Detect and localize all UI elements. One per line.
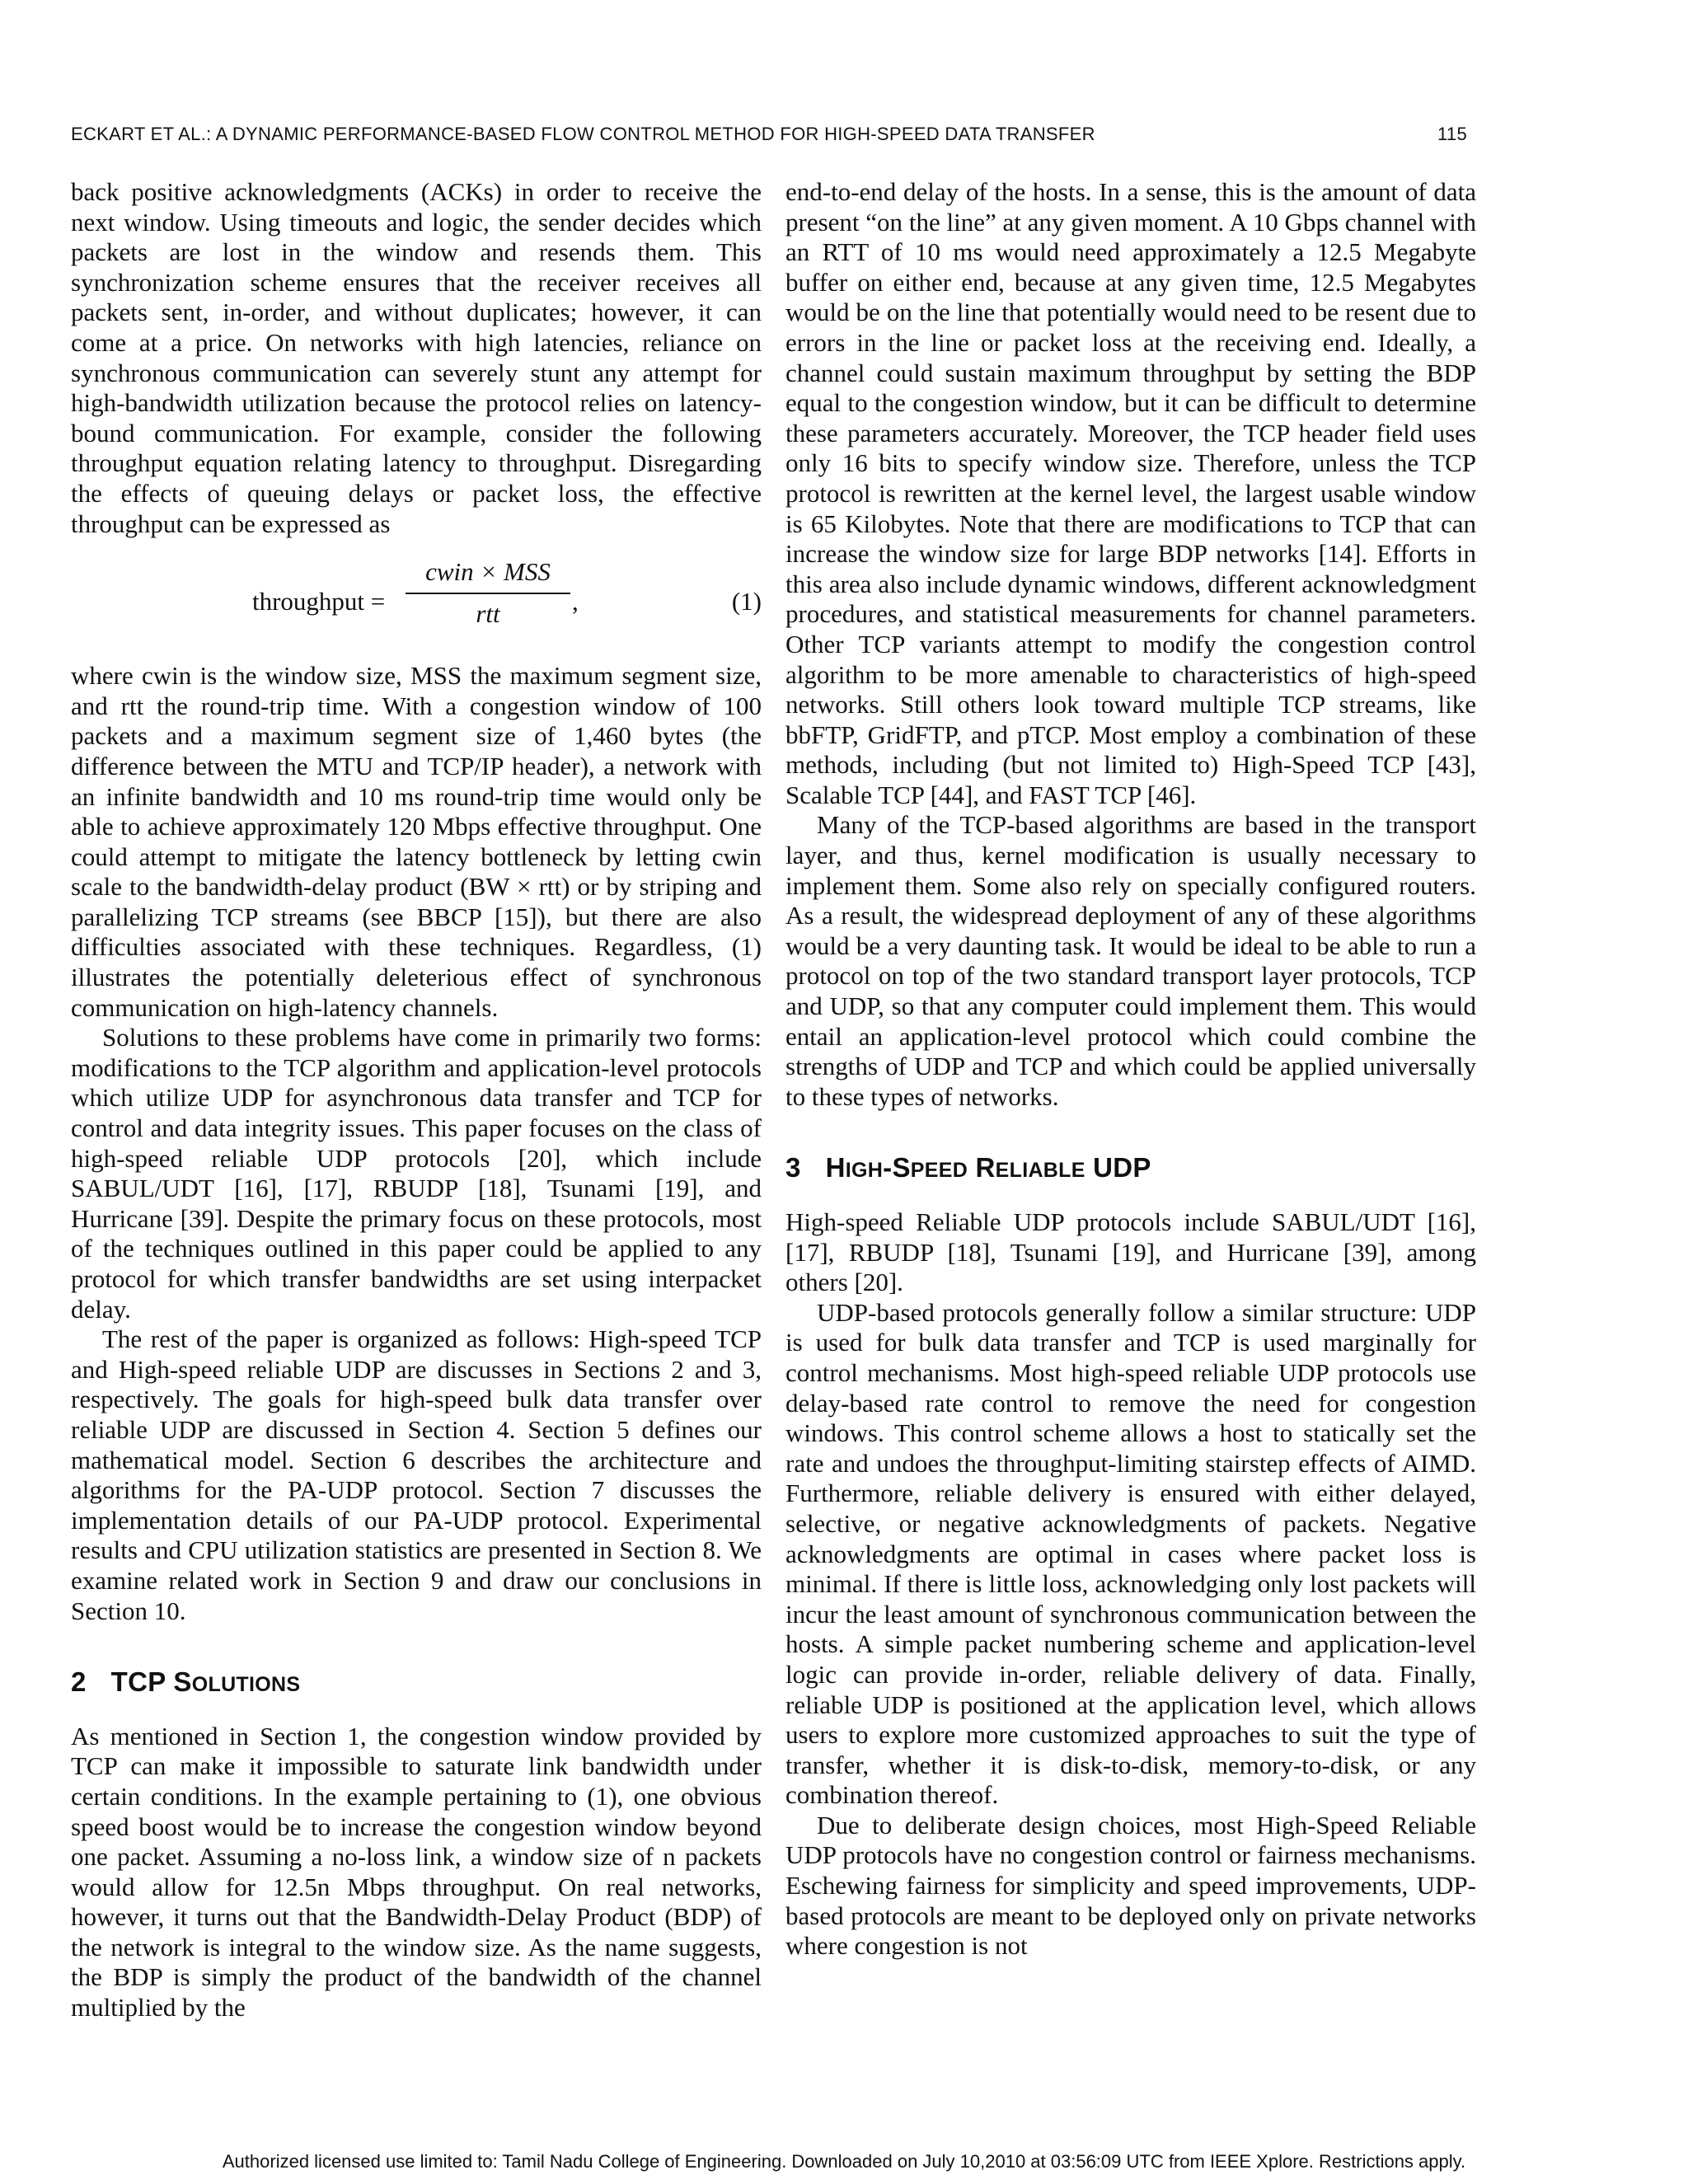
paragraph: Many of the TCP-based algorithms are based in the transport layer, and thus, kernel modification is usually necessary to implement them. Some also rely on specially configured routers. As a result, the widespread deployment of any of these algorithms would be a very daunting task. It would be ideal to be able to run a protocol on top of the two standard transport layer protocols, TCP and UDP, so that any computer could implement them. This would entail an application-level protocol which could combine the strengths of UDP and TCP and which could be applied universally to these types of networks. <box>785 810 1476 1111</box>
equation-denominator: rtt <box>476 598 500 628</box>
paragraph: Solutions to these problems have come in primarily two forms: modifications to the TCP algorithm and application-level protocols which utilize UDP for asynchronous data transfer and TCP for control and data integrity issues. This paper focuses on the class of high-speed reliable UDP protocols [20], which include SABUL/UDT [16], [17], RBUDP [18], Tsunami [19], and Hurricane [39]. Despite the primary focus on these protocols, most of the techniques outlined in this paper could be applied to any protocol for which transfer bandwidths are set using interpacket delay. <box>71 1023 762 1324</box>
running-title: ECKART ET AL.: A DYNAMIC PERFORMANCE-BASED FLOW CONTROL METHOD FOR HIGH-SPEED DATA TRANSFER <box>71 124 1095 144</box>
title-dash: - <box>883 1152 893 1183</box>
running-header <box>71 124 1467 145</box>
title-cap: H <box>825 1152 846 1183</box>
paragraph: where cwin is the window size, MSS the maximum segment size, and rtt the round-trip time. With a congestion window of 100 packets and a maximum segment size of 1,460 bytes (the difference between the MTU and TCP/IP header), a network with an infinite bandwidth and 10 ms round-trip time would only be able to achieve approximately 120 Mbps effective throughput. One could attempt to mitigate the latency bottleneck by letting cwin scale to the bandwidth-delay product (BW × rtt) or by striping and parallelizing TCP streams (see BBCP [15]), but there are also difficulties associated with these techniques. Regardless, (1) illustrates the potentially deleterious effect of synchronous communication on high-latency channels. <box>71 661 762 1022</box>
section-heading-3 <box>785 1153 1476 1186</box>
section-number: 2 <box>71 1666 87 1698</box>
title-smallcaps: PEED <box>910 1159 968 1183</box>
paragraph: end-to-end delay of the hosts. In a sense, this is the amount of data present “on the line” at any given moment. A 10 Gbps channel with an RTT of 10 ms would need approximately a 12.5 Megabyte buffer on either end, because at any given time, 12.5 Megabytes would be on the line that potentially would need to be resent due to errors in the line or packet loss at the receiving end. Ideally, a channel could sustain maximum throughput by setting the BDP equal to the congestion window, but it can be difficult to determine these parameters accurately. Moreover, the TCP header field uses only 16 bits to specify window size. Therefore, unless the TCP protocol is rewritten at the kernel level, the largest usable window is 65 Kilobytes. Note that there are modifications to TCP that can increase the window size for large BDP networks [14]. Efforts in this area also include dynamic windows, different acknowledgment procedures, and statistical measurements for channel parameters. Other TCP variants attempt to modify the congestion control algorithm to be more amenable to characteristics of high-speed networks. Still others look toward multiple TCP streams, like bbFTP, GridFTP, and pTCP. Most employ a combination of these methods, including (but not limited to) High-Speed TCP [43], Scalable TCP [44], and FAST TCP [46]. <box>785 177 1476 809</box>
equation-number: (1) <box>731 587 762 616</box>
section-number: 3 <box>785 1152 801 1183</box>
right-column <box>785 177 1476 1961</box>
title-cap: R <box>975 1152 996 1183</box>
equation-numerator: cwin × MSS <box>406 557 570 594</box>
equation-1 <box>71 551 762 653</box>
section-heading-2 <box>71 1667 762 1700</box>
page-number: 115 <box>1437 124 1467 144</box>
equation-fraction <box>406 557 570 629</box>
license-footer: Authorized licensed use limited to: Tamil Nadu College of Engineering. Downloaded on July 10,2010 at 03:56:09 UTC from IEEE Xplore. Restrictions apply. <box>222 2151 1466 2172</box>
title-tail: UDP <box>1093 1152 1151 1183</box>
section-title-smallcaps: OLUTIONS <box>191 1673 301 1697</box>
section-title-start: TCP S <box>110 1666 192 1698</box>
left-column <box>71 177 762 2023</box>
paragraph: back positive acknowledgments (ACKs) in order to receive the next window. Using timeouts and logic, the sender decides which packets are lost in the window and resends them. This synchronization scheme ensures that the receiver receives all packets sent, in-order, and without duplicates; however, it can come at a price. On networks with high latencies, reliance on synchronous communication can severely stunt any attempt for high-bandwidth utilization because the protocol relies on latency-bound communication. For example, consider the following throughput equation relating latency to throughput. Disregarding the effects of queuing delays or packet loss, the effective throughput can be expressed as <box>71 177 762 538</box>
equation-lhs: throughput = <box>252 587 386 616</box>
title-smallcaps: IGH <box>845 1159 884 1183</box>
title-cap: S <box>892 1152 911 1183</box>
paragraph: UDP-based protocols generally follow a similar structure: UDP is used for bulk data transfer and TCP is used marginally for control mechanisms. Most high-speed reliable UDP protocols use delay-based rate control to remove the need for congestion windows. This control scheme allows a host to statically set the rate and undoes the throughput-limiting stairstep effects of AIMD. Furthermore, reliable delivery is ensured with either delayed, selective, or negative acknowledgments of packets. Negative acknowledgments are optimal in cases where packet loss is minimal. If there is little loss, acknowledging only lost packets will incur the least amount of synchronous communication between the hosts. A simple packet numbering scheme and application-level logic can provide in-order, reliable delivery of data. Finally, reliable UDP is positioned at the application level, which allows users to explore more customized approaches to suit the type of transfer, whether it is disk-to-disk, memory-to-disk, or any combination thereof. <box>785 1297 1476 1810</box>
paragraph: As mentioned in Section 1, the congestion window provided by TCP can make it impossible to saturate link bandwidth under certain conditions. In the example pertaining to (1), one obvious speed boost would be to increase the congestion window beyond one packet. Assuming a no-loss link, a window size of n packets would allow for 12.5n Mbps throughput. On real networks, however, it turns out that the Bandwidth-Delay Product (BDP) of the network is integral to the window size. As the name suggests, the BDP is simply the product of the bandwidth of the channel multiplied by the <box>71 1721 762 2022</box>
paragraph: High-speed Reliable UDP protocols include SABUL/UDT [16], [17], RBUDP [18], Tsunami [19], and Hurricane [39], among others [20]. <box>785 1207 1476 1297</box>
paragraph: Due to deliberate design choices, most High-Speed Reliable UDP protocols have no congestion control or fairness mechanisms. Eschewing fairness for simplicity and speed improvements, UDP-based protocols are meant to be deployed only on private networks where congestion is not <box>785 1810 1476 1961</box>
title-smallcaps: ELIABLE <box>995 1159 1085 1183</box>
paragraph: The rest of the paper is organized as follows: High-speed TCP and High-speed reliable UDP are discusses in Sections 2 and 3, respectively. The goals for high-speed bulk data transfer over reliable UDP are discussed in Section 4. Section 5 defines our mathematical model. Section 6 describes the architecture and algorithms for the PA-UDP protocol. Section 7 discusses the implementation details of our PA-UDP protocol. Experimental results and CPU utilization statistics are presented in Section 8. We examine related work in Section 9 and draw our conclusions in Section 10. <box>71 1324 762 1625</box>
equation-trailing: , <box>572 587 579 616</box>
